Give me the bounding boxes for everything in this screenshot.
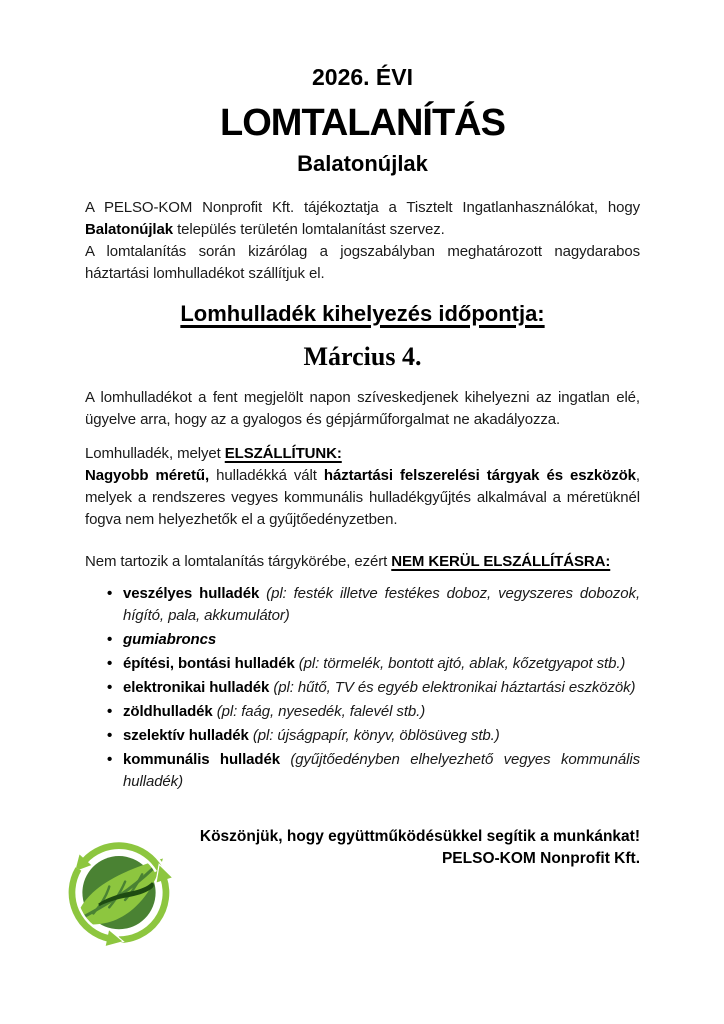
transported-description (85, 465, 640, 531)
item-examples: (pl: festék illetve festékes doboz, vegyszeres dobozok, hígító, pala, akkumulátor) (123, 585, 641, 624)
intro-paragraph-2: A lomtalanítás során kizárólag a jogszabályban meghatározott nagydarabos háztartási lomhulladékot szállítjuk el. (85, 243, 640, 282)
intro-text-before: A PELSO-KOM Nonprofit Kft. tájékoztatja a Tisztelt Ingatlanhasználókat, hogy (85, 199, 640, 216)
item-examples: (pl: faág, nyesedék, falevél stb.) (212, 703, 426, 720)
list-item-green-waste (107, 701, 640, 723)
pelso-kom-logo-icon (58, 828, 180, 950)
item-term: szelektív hulladék (123, 727, 249, 744)
item-term: veszélyes hulladék (123, 585, 260, 602)
not-transported-intro (85, 551, 640, 573)
item-examples: (pl: törmelék, bontott ajtó, ablak, kőzetgyapot stb.) (294, 655, 626, 672)
schedule-heading-text: Lomhulladék kihelyezés időpontja: (180, 301, 545, 326)
desc-bold-size: Nagyobb méretű, (85, 467, 210, 484)
item-term: zöldhulladék (123, 703, 213, 720)
list-item-electronic-waste (107, 677, 640, 699)
desc-plain-2: , melyek a rendszeres vegyes kommunális hulladékgyűjtés alkalmával a méretüknél fogva nem helyezhetők el a gyűjtőedényzetben. (85, 467, 640, 528)
intro-paragraph-1 (85, 197, 640, 241)
town-name-bold: Balatonújlak (85, 221, 173, 238)
town-subtitle: Balatonújlak (297, 151, 428, 176)
list-item-municipal-waste (107, 749, 640, 793)
item-term: gumiabroncs (123, 631, 217, 648)
page-title: LOMTALANÍTÁS (220, 102, 505, 144)
list-item-tires (107, 629, 640, 651)
placement-note: A lomhulladékot a fent megjelölt napon szíveskedjenek kihelyezni az ingatlan elé, ügyelve arra, hogy az a gyalogos és gépjárműforgalmat ne akadályozza. (85, 389, 640, 428)
not-transported-intro-emphasis: NEM KERÜL ELSZÁLLÍTÁSRA: (391, 553, 611, 570)
collection-date: Március 4. (303, 342, 422, 371)
transported-intro-emphasis: ELSZÁLLÍTUNK: (224, 445, 342, 462)
list-item-construction-waste (107, 653, 640, 675)
year-heading: 2026. ÉVI (311, 64, 414, 90)
footer-text-block (200, 826, 640, 870)
item-examples: (pl: újságpapír, könyv, öblösüveg stb.) (248, 727, 500, 744)
item-term: elektronikai hulladék (123, 679, 270, 696)
footer-thanks: Köszönjük, hogy együttműködésükkel segítik a munkánkat! (199, 828, 640, 845)
excluded-waste-list (85, 583, 640, 793)
list-item-selective-waste (107, 725, 640, 747)
transported-intro (85, 443, 640, 465)
footer (0, 820, 724, 1024)
desc-bold-items: háztartási felszerelési tárgyak és eszközök (323, 467, 636, 484)
schedule-heading (85, 299, 640, 329)
list-item-hazardous-waste (107, 583, 640, 627)
item-examples: (pl: hűtő, TV és egyéb elektronikai háztartási eszközök) (269, 679, 636, 696)
not-transported-intro-plain: Nem tartozik a lomtalanítás tárgykörébe, ezért (85, 553, 392, 570)
footer-company: PELSO-KOM Nonprofit Kft. (441, 850, 640, 867)
item-term: kommunális hulladék (123, 751, 280, 768)
intro-text-after: település területén lomtalanítást szervez. (173, 221, 445, 238)
desc-plain-1: hulladékká vált (209, 467, 324, 484)
transported-intro-plain: Lomhulladék, melyet (85, 445, 225, 462)
item-term: építési, bontási hulladék (123, 655, 295, 672)
item-examples: (gyűjtőedényben elhelyezhető vegyes kommunális hulladék) (123, 751, 640, 790)
